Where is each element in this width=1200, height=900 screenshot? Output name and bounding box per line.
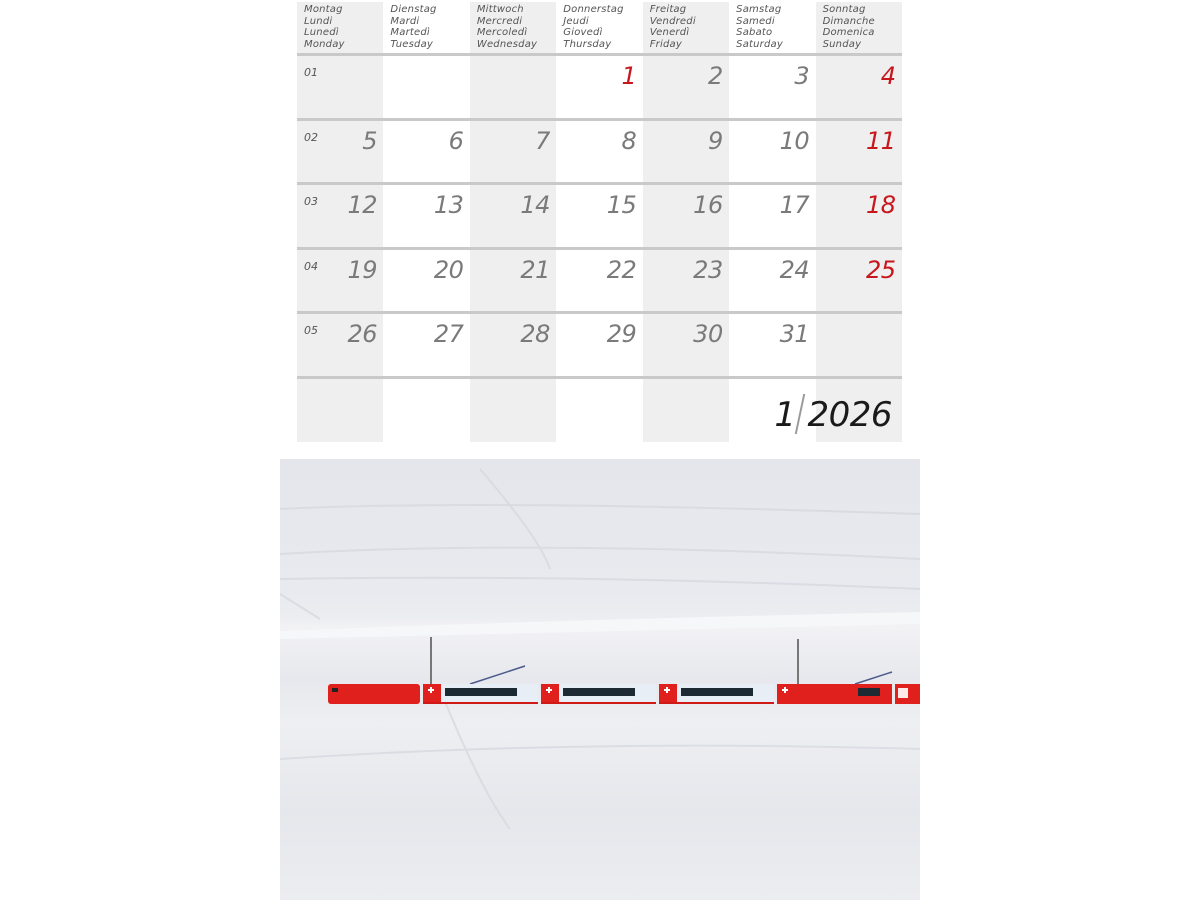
week-number: 04 [304,260,318,273]
day-cell: 5 [362,127,377,155]
weekday-it: Mercoledì [476,27,528,39]
slash-divider [795,394,806,434]
day-cell-sunday: 18 [866,191,896,219]
day-cell: 28 [520,320,550,348]
day-cell: 16 [693,191,723,219]
weekday-en: Wednesday [476,38,538,50]
week-number: 02 [304,131,318,144]
weekday-de: Mittwoch [476,4,524,15]
day-cell: 19 [347,256,377,284]
week-number: 01 [304,66,318,79]
day-cell: 6 [448,127,464,155]
weekday-header-thursday [556,2,642,54]
weekday-fr: Dimanche [822,15,875,27]
weekday-fr: Jeudi [563,15,589,27]
weekday-fr: Mercredi [476,15,523,27]
day-cell: 9 [707,127,723,155]
day-cell: 29 [606,320,637,348]
weekday-de: Dienstag [390,4,437,15]
day-cell: 17 [779,191,810,219]
weekday-header-monday [297,2,383,54]
weekday-it: Domenica [822,27,875,39]
week-row [297,185,902,247]
weekday-header-tuesday [383,2,469,54]
day-cell: 13 [433,191,464,219]
weekday-de: Sonntag [822,4,866,15]
weekday-it: Giovedì [563,27,603,39]
weekday-en: Thursday [563,38,612,50]
day-cell: 7 [535,127,550,155]
year-number: 2026 [807,395,892,435]
weekday-en: Tuesday [390,38,434,50]
week-row [297,250,902,312]
week-row [297,121,902,183]
day-cell: 23 [693,256,723,284]
row-divider [297,376,902,379]
day-cell-sunday: 11 [866,127,896,155]
day-cell: 24 [779,256,810,284]
weekday-fr: Vendredi [649,15,696,27]
snow-train-illustration [280,459,920,900]
day-cell: 12 [347,191,377,219]
weekday-fr: Mardi [390,15,420,27]
calendar-photo [280,459,920,900]
weekday-it: Martedì [390,27,430,39]
day-cell: 15 [606,191,637,219]
day-cell: 2 [707,62,723,90]
day-cell-sunday: 4 [880,62,896,90]
weekday-it: Sabato [736,27,773,39]
weekday-header [297,2,902,54]
day-cell: 3 [794,62,810,90]
weekday-de: Montag [304,4,343,15]
weekday-en: Saturday [736,38,783,50]
day-cell: 22 [606,256,637,284]
weekday-en: Monday [304,38,345,50]
weekday-it: Lunedì [304,27,339,39]
weekday-de: Freitag [649,4,687,15]
month-year-label [774,394,892,435]
weekday-en: Friday [649,38,682,50]
day-cell-holiday: 1 [621,62,637,90]
week-number: 03 [304,195,318,208]
day-cell: 21 [520,256,550,284]
week-row [297,56,902,118]
weekday-fr: Lundi [304,15,333,27]
weekday-de: Donnerstag [563,4,624,15]
day-cell: 26 [347,320,377,348]
weekday-fr: Samedi [736,15,775,27]
day-cell-sunday: 25 [866,256,896,284]
weekday-de: Samstag [736,4,782,15]
day-cell: 27 [433,320,464,348]
month-number: 1 [774,395,796,435]
weekday-header-friday [643,2,729,54]
weekday-header-saturday [729,2,815,54]
day-cell: 20 [433,256,464,284]
weekday-header-wednesday [470,2,556,54]
day-cell: 10 [779,127,810,155]
train [328,637,920,704]
week-row [297,314,902,376]
day-cell: 8 [621,127,637,155]
week-number: 05 [304,324,318,337]
weekday-it: Venerdì [649,27,690,39]
day-cell: 14 [520,191,550,219]
weekday-header-sunday [816,2,902,54]
day-cell: 30 [693,320,723,348]
calendar-grid [297,2,902,442]
weekday-en: Sunday [822,38,862,50]
day-cell: 31 [779,320,810,348]
